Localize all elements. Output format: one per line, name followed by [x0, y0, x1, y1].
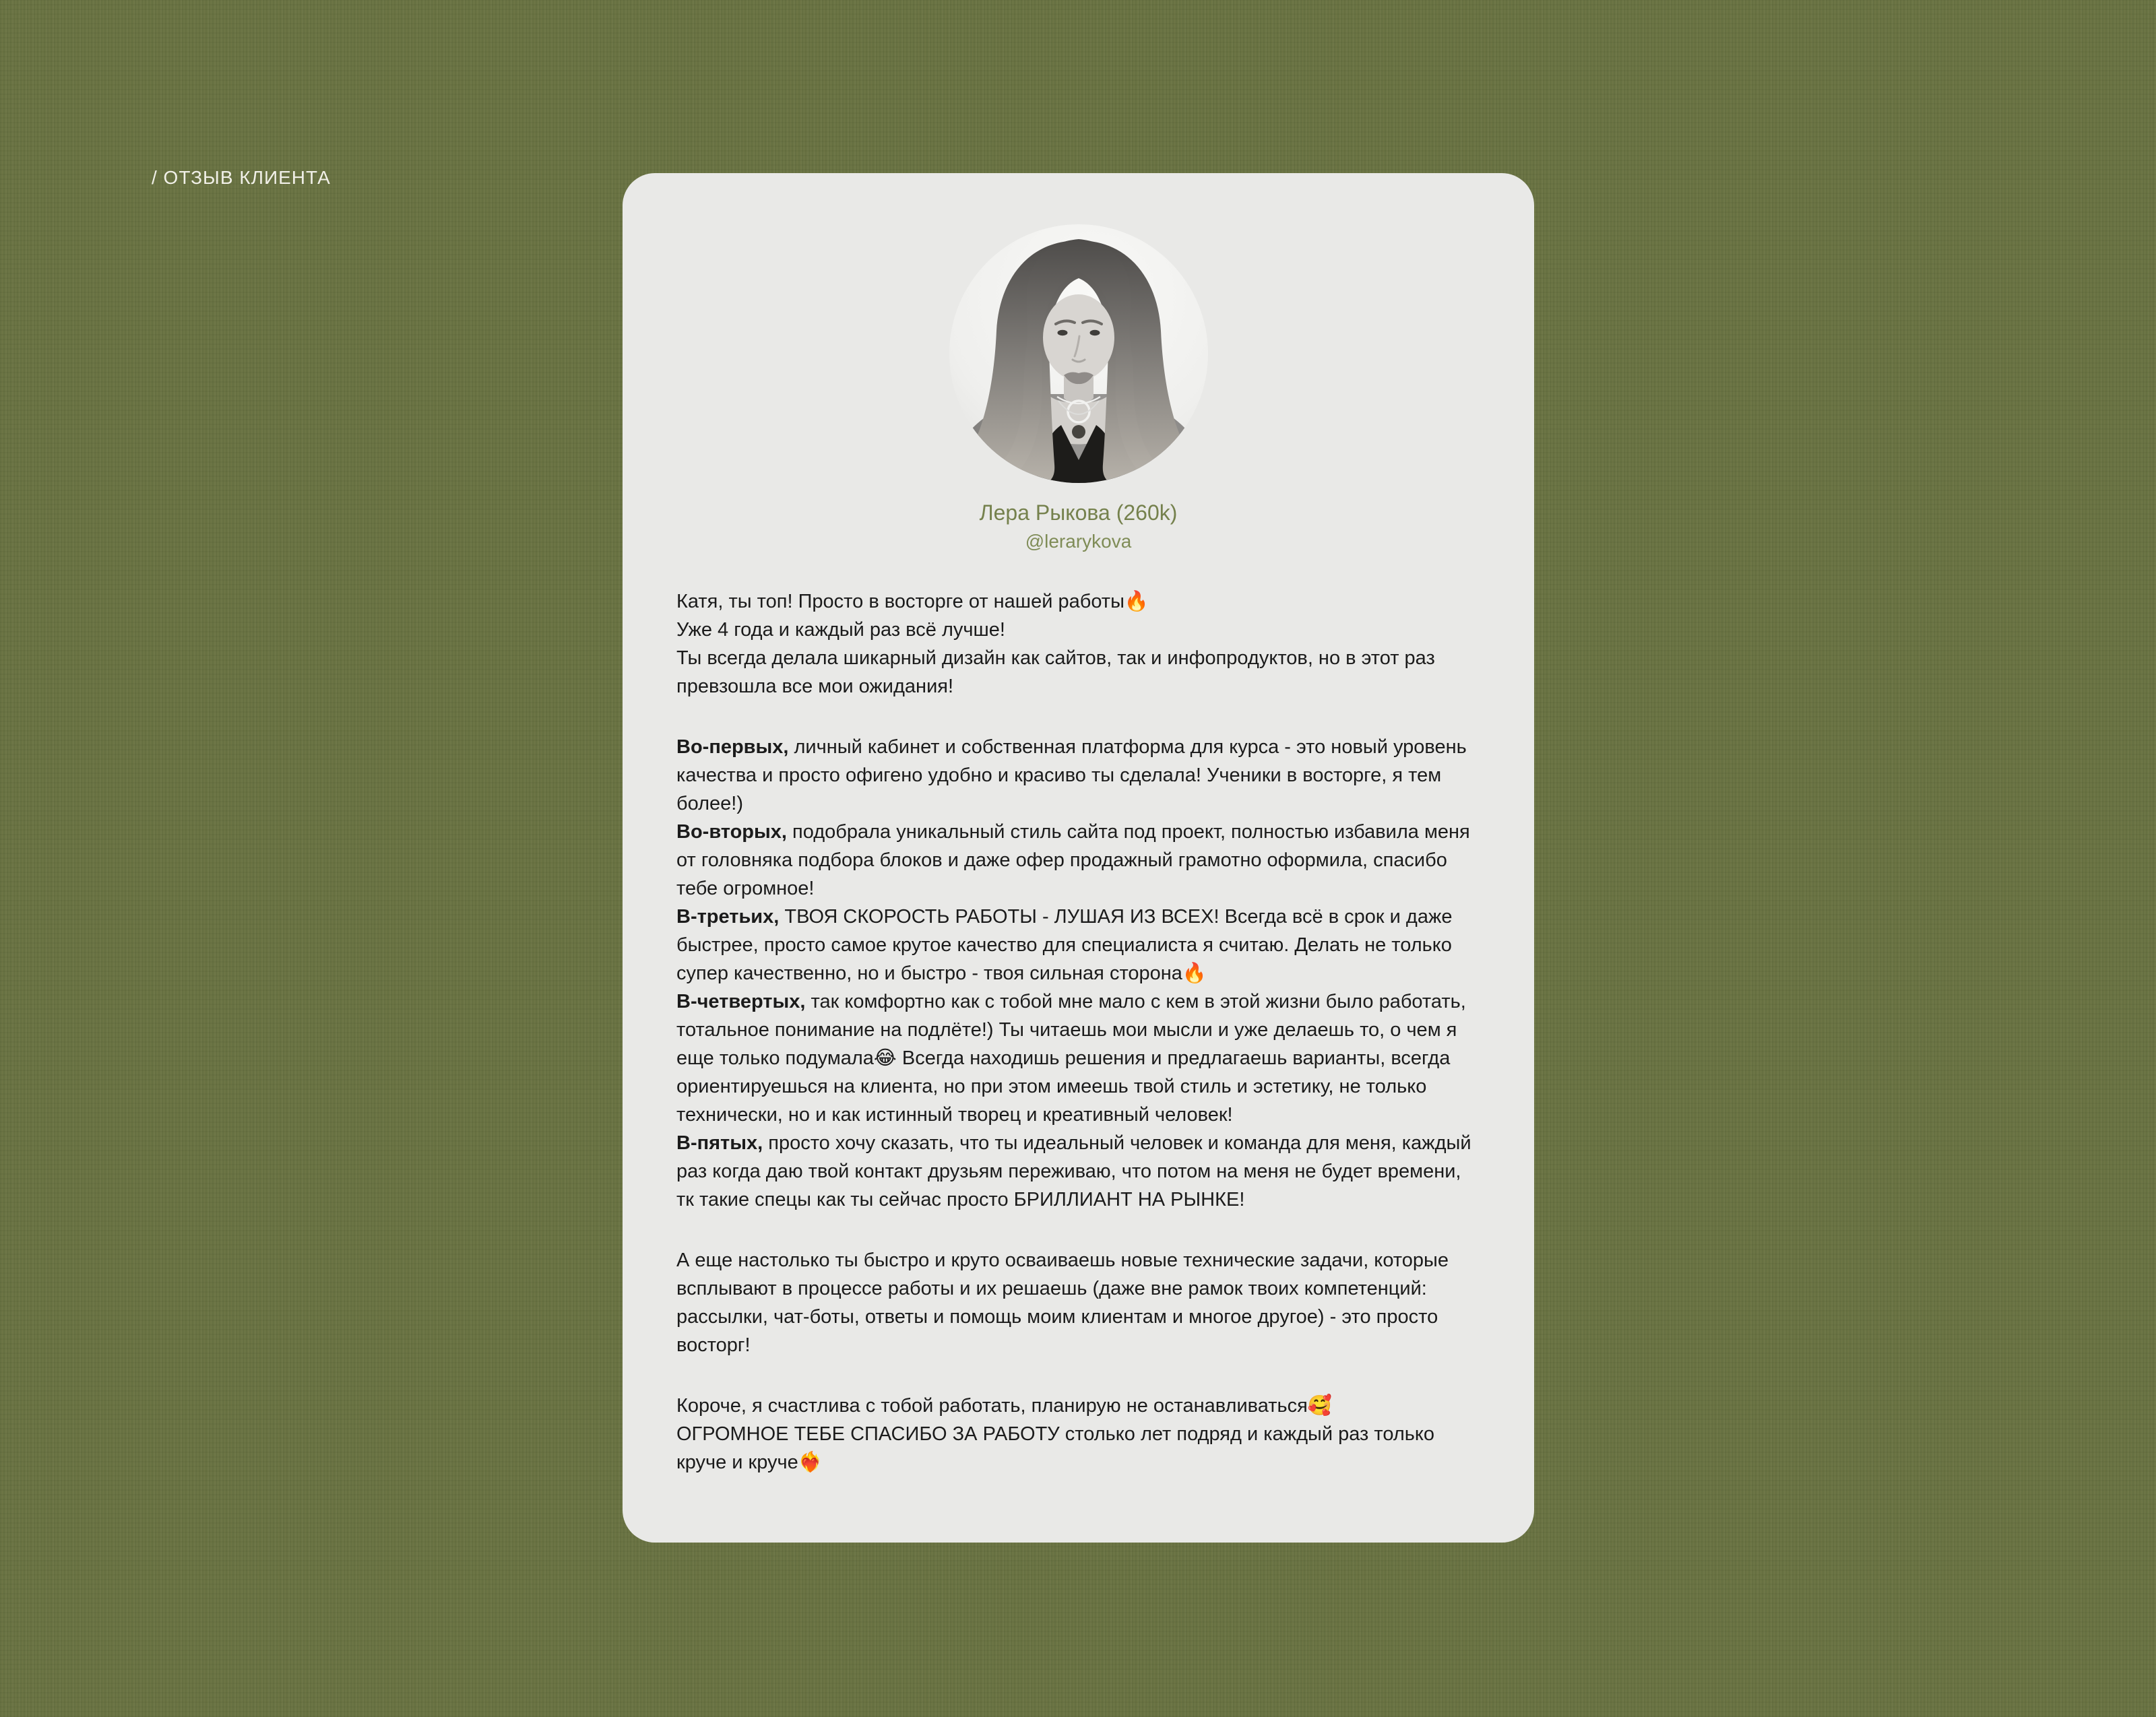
avatar [949, 224, 1208, 483]
review-paragraph: Во-первых, личный кабинет и собственная платформа для курса - это новый уровень качества и просто офигено удобно и красиво ты сделала! Ученики в восторге, я тем более!) Во-вторых, подобрала уникальный стиль сайта под проект, полностью избавила меня от головняка подбора блоков и даже офер продажный грамотно оформила, спасибо тебе огромное! В-третьих, ТВОЯ СКОРОСТЬ РАБОТЫ - ЛУШАЯ ИЗ ВСЕХ! Всегда всё в срок и даже быстрее, просто самое крутое качество для специалиста я считаю. Делать не только супер качественно, но и быстро - твоя сильная сторона🔥 В-четвертых, так комфортно как с тобой мне мало с кем в этой жизни было работать, тотальное понимание на подлёте!) Ты читаешь мои мысли и уже делаешь то, о чем я еще только подумала😂 Всегда находишь решения и предлагаешь варианты, всегда ориентируешься на клиента, но при этом имеешь твой стиль и эстетику, не только технически, но и как истинный творец и креативный человек! В-пятых, просто хочу сказать, что ты идеальный человек и команда для меня, каждый раз когда даю твой контакт друзьям переживаю, что потом на меня не будет времени, тк такие спецы как ты сейчас просто БРИЛЛИАНТ НА РЫНКЕ! [676, 736, 1471, 1210]
review-paragraph: Катя, ты топ! Просто в восторге от нашей работы🔥 Уже 4 года и каждый раз всё лучше! Ты всегда делала шикарный дизайн как сайтов, так и инфопродуктов, но в этот раз превзошла все мои ожидания! [676, 591, 1435, 697]
section-label: / ОТЗЫВ КЛИЕНТА [152, 167, 331, 188]
review-paragraph: А еще настолько ты быстро и круто осваиваешь новые технические задачи, которые всплывают в процессе работы и их решаешь (даже вне рамок твоих компетенций: рассылки, чат-боты, ответы и помощь моим клиентам и многое другое) - это просто восторг! [676, 1250, 1449, 1356]
profile-handle: @lerarykova [1025, 531, 1132, 552]
review-paragraph: Короче, я счастлива с тобой работать, планирую не останавливаться🥰 ОГРОМНОЕ ТЕБЕ СПАСИБО ЗА РАБОТУ столько лет подряд и каждый раз только круче и круче❤️‍🔥 [676, 1395, 1435, 1473]
woman-portrait-photo [949, 224, 1208, 483]
review-text [676, 587, 1480, 1477]
profile-name: Лера Рыкова (260k) [979, 500, 1178, 525]
testimonial-card [623, 173, 1534, 1543]
